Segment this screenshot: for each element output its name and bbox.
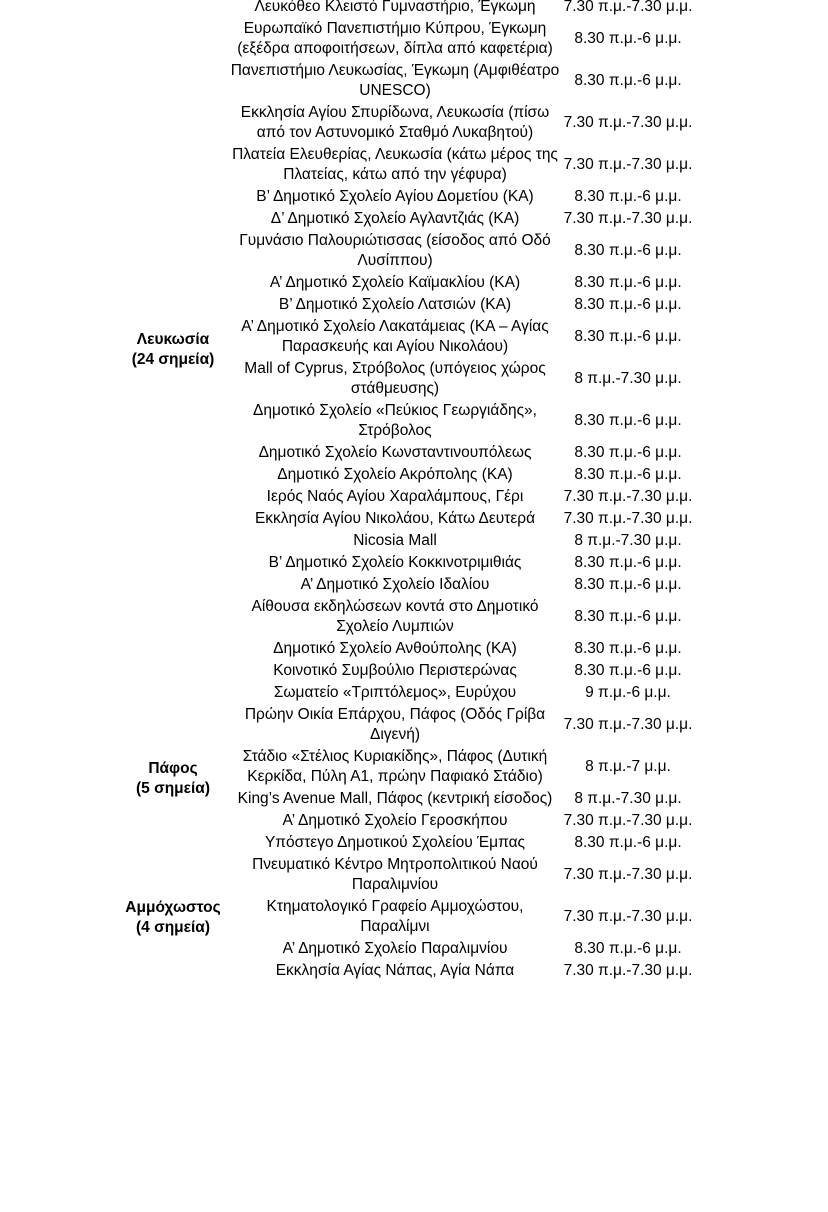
table-body bbox=[116, 0, 696, 982]
table-row bbox=[116, 854, 696, 896]
hours-cell: 8.30 π.μ.-6 μ.μ. bbox=[574, 466, 682, 483]
hours-cell: 7.30 π.μ.-7.30 μ.μ. bbox=[563, 716, 693, 733]
hours-cell: 8.30 π.μ.-6 μ.μ. bbox=[574, 444, 682, 461]
hours-cell: 7.30 π.μ.-7.30 μ.μ. bbox=[563, 962, 693, 979]
location-cell: Δημοτικό Σχολείο Κωνσταντινουπόλεως bbox=[258, 444, 532, 461]
location-cell: Α’ Δημοτικό Σχολείο Λακατάμειας (ΚΑ – Αγίας Παρασκευής και Αγίου Νικολάου) bbox=[241, 318, 549, 355]
hours-cell: 7.30 π.μ.-7.30 μ.μ. bbox=[563, 812, 693, 829]
location-cell: King’s Avenue Mall, Πάφος (κεντρική είσοδος) bbox=[237, 790, 553, 807]
location-cell: Β’ Δημοτικό Σχολείο Αγίου Δομετίου (ΚΑ) bbox=[256, 188, 534, 205]
hours-cell: 7.30 π.μ.-7.30 μ.μ. bbox=[563, 0, 693, 15]
hours-cell: 8.30 π.μ.-6 μ.μ. bbox=[574, 72, 682, 89]
district-name: Αμμόχωστος bbox=[125, 899, 221, 916]
location-cell: Δημοτικό Σχολείο «Πεύκιος Γεωργιάδης», Στρόβολος bbox=[253, 402, 537, 439]
district-name: Πάφος bbox=[148, 760, 198, 777]
hours-cell: 8.30 π.μ.-6 μ.μ. bbox=[574, 640, 682, 657]
district-cell bbox=[116, 704, 230, 854]
table-row bbox=[116, 704, 696, 746]
location-cell: Πανεπιστήμιο Λευκωσίας, Έγκωμη (Αμφιθέατρο UNESCO) bbox=[230, 62, 560, 99]
district-cell bbox=[116, 854, 230, 982]
hours-cell: 9 π.μ.-6 μ.μ. bbox=[585, 684, 671, 701]
district-cell bbox=[116, 0, 230, 704]
district-name: Λευκωσία bbox=[136, 331, 210, 348]
hours-cell: 8.30 π.μ.-6 μ.μ. bbox=[574, 412, 682, 429]
hours-cell: 8 π.μ.-7 μ.μ. bbox=[585, 758, 671, 775]
vaccination-points-table bbox=[116, 0, 696, 982]
location-cell: Πρώην Οικία Επάρχου, Πάφος (Οδός Γρίβα Διγενή) bbox=[244, 706, 546, 743]
location-cell: Αίθουσα εκδηλώσεων κοντά στο Δημοτικό Σχολείο Λυμπιών bbox=[251, 598, 539, 635]
district-count: (4 σημεία) bbox=[136, 919, 210, 936]
hours-cell: 7.30 π.μ.-7.30 μ.μ. bbox=[563, 156, 693, 173]
hours-cell: 8 π.μ.-7.30 μ.μ. bbox=[574, 790, 682, 807]
location-cell: Κτηματολογικό Γραφείο Αμμοχώστου, Παραλίμνι bbox=[266, 898, 524, 935]
location-cell: Πλατεία Ελευθερίας, Λευκωσία (κάτω μέρος της Πλατείας, κάτω από την γέφυρα) bbox=[232, 146, 558, 183]
hours-cell: 8.30 π.μ.-6 μ.μ. bbox=[574, 30, 682, 47]
hours-cell: 8.30 π.μ.-6 μ.μ. bbox=[574, 940, 682, 957]
hours-cell: 7.30 π.μ.-7.30 μ.μ. bbox=[563, 488, 693, 505]
location-cell: Ιερός Ναός Αγίου Χαραλάμπους, Γέρι bbox=[266, 488, 524, 505]
location-cell: Δημοτικό Σχολείο Ακρόπολης (ΚΑ) bbox=[277, 466, 513, 483]
location-cell: Α’ Δημοτικό Σχολείο Γεροσκήπου bbox=[282, 812, 508, 829]
location-cell: Εκκλησία Αγίου Νικολάου, Κάτω Δευτερά bbox=[254, 510, 536, 527]
location-cell: Δημοτικό Σχολείο Ανθούπολης (ΚΑ) bbox=[273, 640, 517, 657]
hours-cell: 8.30 π.μ.-6 μ.μ. bbox=[574, 662, 682, 679]
location-cell: Εκκλησία Αγίου Σπυρίδωνα, Λευκωσία (πίσω από τον Αστυνομικό Σταθμό Λυκαβητού) bbox=[240, 104, 550, 141]
hours-cell: 8.30 π.μ.-6 μ.μ. bbox=[574, 296, 682, 313]
table-row bbox=[116, 0, 696, 18]
location-cell: Γυμνάσιο Παλουριώτισσας (είσοδος από Οδό Λυσίππου) bbox=[239, 232, 551, 269]
location-cell: Εκκλησία Αγίας Νάπας, Αγία Νάπα bbox=[275, 962, 515, 979]
location-cell: Δ’ Δημοτικό Σχολείο Αγλαντζιάς (ΚΑ) bbox=[270, 210, 520, 227]
hours-cell: 7.30 π.μ.-7.30 μ.μ. bbox=[563, 114, 693, 131]
hours-cell: 7.30 π.μ.-7.30 μ.μ. bbox=[563, 210, 693, 227]
location-cell: Α’ Δημοτικό Σχολείο Καϊμακλίου (ΚΑ) bbox=[269, 274, 521, 291]
location-cell: Nicosia Mall bbox=[353, 532, 437, 549]
location-cell: Λευκόθεο Κλειστό Γυμναστήριο, Έγκωμη bbox=[254, 0, 536, 15]
hours-cell: 8.30 π.μ.-6 μ.μ. bbox=[574, 608, 682, 625]
location-cell: Πνευματικό Κέντρο Μητροπολιτικού Ναού Παραλιμνίου bbox=[252, 856, 538, 893]
hours-cell: 8.30 π.μ.-6 μ.μ. bbox=[574, 328, 682, 345]
location-cell: Στάδιο «Στέλιος Κυριακίδης», Πάφος (Δυτική Κερκίδα, Πύλη Α1, πρώην Παφιακό Στάδιο) bbox=[242, 748, 548, 785]
hours-cell: 8 π.μ.-7.30 μ.μ. bbox=[574, 370, 682, 387]
location-cell: Υπόστεγο Δημοτικού Σχολείου Έμπας bbox=[264, 834, 526, 851]
location-cell: Κοινοτικό Συμβούλιο Περιστερώνας bbox=[273, 662, 517, 679]
hours-cell: 8.30 π.μ.-6 μ.μ. bbox=[574, 554, 682, 571]
hours-cell: 8.30 π.μ.-6 μ.μ. bbox=[574, 274, 682, 291]
location-cell: Mall of Cyprus, Στρόβολος (υπόγειος χώρος στάθμευσης) bbox=[244, 360, 546, 397]
hours-cell: 7.30 π.μ.-7.30 μ.μ. bbox=[563, 866, 693, 883]
hours-cell: 7.30 π.μ.-7.30 μ.μ. bbox=[563, 510, 693, 527]
hours-cell: 7.30 π.μ.-7.30 μ.μ. bbox=[563, 908, 693, 925]
hours-cell: 8 π.μ.-7.30 μ.μ. bbox=[574, 532, 682, 549]
district-count: (5 σημεία) bbox=[136, 780, 210, 797]
location-cell: Α’ Δημοτικό Σχολείο Παραλιμνίου bbox=[282, 940, 508, 957]
location-cell: Α’ Δημοτικό Σχολείο Ιδαλίου bbox=[300, 576, 490, 593]
district-count: (24 σημεία) bbox=[131, 351, 215, 368]
hours-cell: 8.30 π.μ.-6 μ.μ. bbox=[574, 834, 682, 851]
location-cell: Ευρωπαϊκό Πανεπιστήμιο Κύπρου, Έγκωμη (εξέδρα αποφοιτήσεων, δίπλα από καφετέρια) bbox=[237, 20, 553, 57]
hours-cell: 8.30 π.μ.-6 μ.μ. bbox=[574, 188, 682, 205]
location-cell: Β’ Δημοτικό Σχολείο Κοκκινοτριμιθιάς bbox=[268, 554, 522, 571]
hours-cell: 8.30 π.μ.-6 μ.μ. bbox=[574, 242, 682, 259]
location-cell: Β’ Δημοτικό Σχολείο Λατσιών (ΚΑ) bbox=[278, 296, 512, 313]
hours-cell: 8.30 π.μ.-6 μ.μ. bbox=[574, 576, 682, 593]
location-cell: Σωματείο «Τριπτόλεμος», Ευρύχου bbox=[273, 684, 517, 701]
